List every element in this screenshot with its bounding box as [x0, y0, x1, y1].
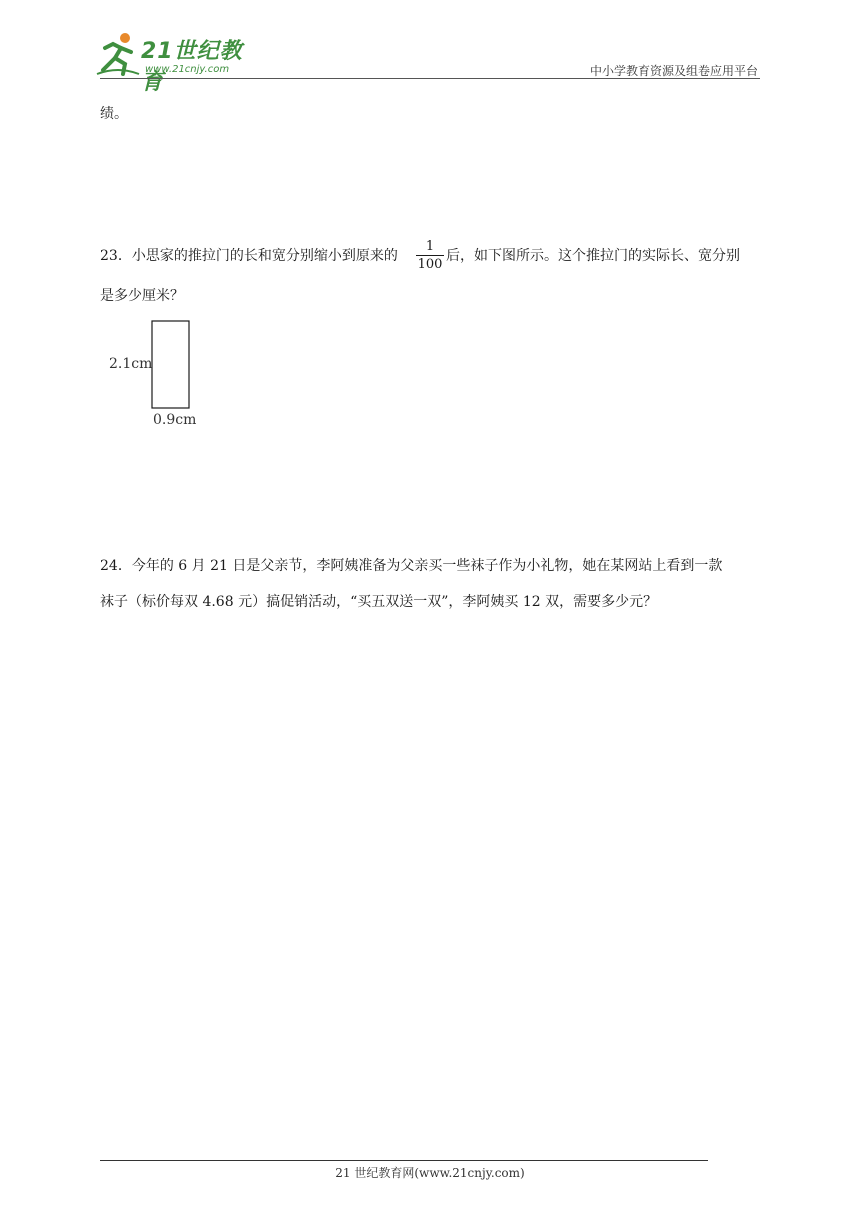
door-rectangle	[152, 321, 189, 408]
logo-url-text: www.21cnjy.com	[145, 64, 230, 75]
footer-divider	[100, 1160, 708, 1161]
q24-line1: 24．今年的 6 月 21 日是父亲节，李阿姨准备为父亲买一些袜子作为小礼物，她在某网站上看到一款	[100, 558, 723, 574]
runner-icon	[95, 30, 141, 76]
q23-line1-part1: 23．小思家的推拉门的长和宽分别缩小到原来的	[100, 248, 398, 264]
fraction-numerator: 1	[416, 238, 444, 256]
door-height-label: 2.1cm	[109, 356, 153, 372]
header-slogan: 中小学教育资源及组卷应用平台	[589, 64, 758, 78]
carryover-text: 绩。	[100, 106, 128, 122]
q23-line2: 是多少厘米？	[100, 288, 184, 304]
header-divider	[100, 78, 760, 79]
logo-brand-text: 21世纪教育	[141, 39, 243, 95]
footer-text: 21 世纪教育网(www.21cnjy.com)	[335, 1166, 525, 1180]
q23-line1-part2: 后，如下图所示。这个推拉门的实际长、宽分别	[446, 248, 740, 264]
q23-fraction	[416, 238, 444, 273]
door-rectangle-figure	[100, 315, 210, 435]
site-logo	[95, 30, 265, 95]
door-width-label: 0.9cm	[153, 412, 197, 428]
q24-line2: 袜子（标价每双 4.68 元）搞促销活动，“买五双送一双”，李阿姨买 12 双，需要多少元？	[100, 594, 658, 610]
fraction-denominator: 100	[417, 257, 443, 272]
page-header	[0, 0, 860, 95]
